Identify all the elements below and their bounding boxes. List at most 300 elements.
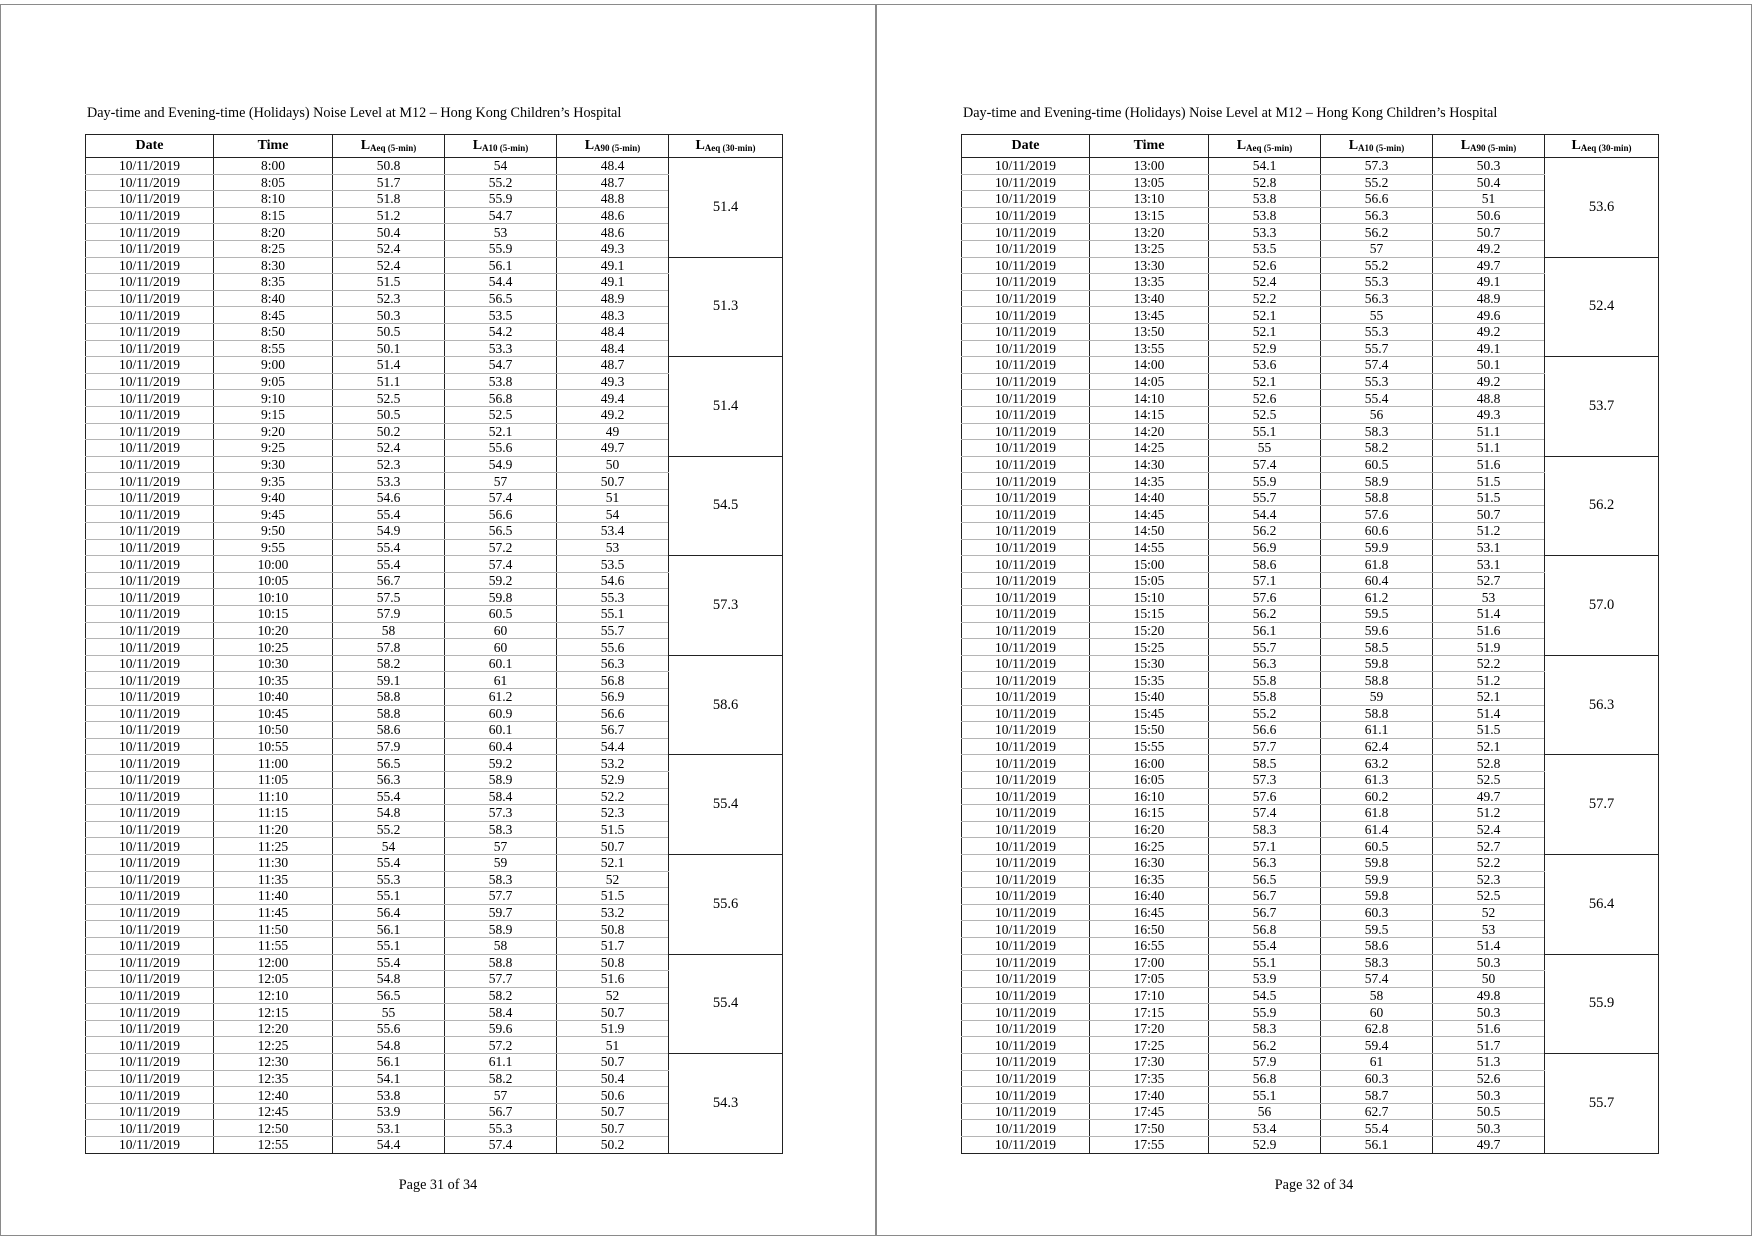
cell-time: 15:25 bbox=[1090, 639, 1209, 656]
cell-la90: 50.1 bbox=[1433, 357, 1545, 374]
cell-laeq: 50.8 bbox=[333, 158, 445, 175]
cell-date: 10/11/2019 bbox=[86, 672, 214, 689]
cell-date: 10/11/2019 bbox=[962, 572, 1090, 589]
cell-time: 9:10 bbox=[214, 390, 333, 407]
cell-time: 9:00 bbox=[214, 357, 333, 374]
cell-laeq: 55.9 bbox=[1209, 473, 1321, 490]
cell-time: 13:45 bbox=[1090, 307, 1209, 324]
cell-la90: 48.8 bbox=[1433, 390, 1545, 407]
cell-time: 10:20 bbox=[214, 622, 333, 639]
cell-laeq: 53.5 bbox=[1209, 240, 1321, 257]
cell-laeq: 55 bbox=[333, 1004, 445, 1021]
cell-laeq: 56.7 bbox=[1209, 888, 1321, 905]
cell-laeq-30min: 52.4 bbox=[1545, 257, 1659, 357]
cell-la90: 50.7 bbox=[557, 838, 669, 855]
cell-la10: 58.7 bbox=[1321, 1087, 1433, 1104]
table-row bbox=[962, 158, 1659, 175]
cell-time: 9:50 bbox=[214, 523, 333, 540]
header-laeq-30min-main: L bbox=[695, 138, 705, 153]
cell-la10: 58.2 bbox=[445, 1070, 557, 1087]
cell-laeq: 57.9 bbox=[333, 606, 445, 623]
cell-time: 13:15 bbox=[1090, 207, 1209, 224]
cell-la90: 52.3 bbox=[1433, 871, 1545, 888]
cell-time: 10:55 bbox=[214, 738, 333, 755]
cell-time: 9:15 bbox=[214, 406, 333, 423]
cell-laeq: 55.4 bbox=[333, 954, 445, 971]
cell-la10: 60.5 bbox=[1321, 456, 1433, 473]
cell-date: 10/11/2019 bbox=[86, 771, 214, 788]
cell-la90: 49.3 bbox=[557, 373, 669, 390]
cell-time: 16:45 bbox=[1090, 904, 1209, 921]
cell-time: 9:55 bbox=[214, 539, 333, 556]
cell-time: 17:20 bbox=[1090, 1020, 1209, 1037]
cell-laeq: 50.4 bbox=[333, 224, 445, 241]
cell-laeq: 57.5 bbox=[333, 589, 445, 606]
cell-date: 10/11/2019 bbox=[86, 639, 214, 656]
table-header-row bbox=[962, 135, 1659, 158]
cell-date: 10/11/2019 bbox=[962, 373, 1090, 390]
cell-la10: 58.9 bbox=[1321, 473, 1433, 490]
cell-date: 10/11/2019 bbox=[962, 771, 1090, 788]
cell-date: 10/11/2019 bbox=[86, 622, 214, 639]
cell-laeq: 53.4 bbox=[1209, 1120, 1321, 1137]
cell-time: 8:20 bbox=[214, 224, 333, 241]
table-row bbox=[962, 456, 1659, 473]
cell-laeq: 52.9 bbox=[1209, 1137, 1321, 1154]
cell-la10: 60.1 bbox=[445, 722, 557, 739]
header-la10-5min bbox=[445, 135, 557, 158]
cell-la10: 55 bbox=[1321, 307, 1433, 324]
cell-date: 10/11/2019 bbox=[962, 1087, 1090, 1104]
cell-la90: 51 bbox=[1433, 191, 1545, 208]
cell-laeq: 58.8 bbox=[333, 705, 445, 722]
cell-la90: 49.8 bbox=[1433, 987, 1545, 1004]
cell-laeq: 54.9 bbox=[333, 523, 445, 540]
cell-la90: 50.4 bbox=[1433, 174, 1545, 191]
cell-laeq: 58 bbox=[333, 622, 445, 639]
cell-la90: 49.7 bbox=[1433, 1137, 1545, 1154]
cell-date: 10/11/2019 bbox=[86, 174, 214, 191]
cell-la10: 59.9 bbox=[1321, 539, 1433, 556]
cell-laeq: 58.5 bbox=[1209, 755, 1321, 772]
cell-la90: 56.7 bbox=[557, 722, 669, 739]
cell-la10: 59.8 bbox=[1321, 854, 1433, 871]
cell-date: 10/11/2019 bbox=[86, 722, 214, 739]
cell-la10: 60.9 bbox=[445, 705, 557, 722]
cell-time: 14:10 bbox=[1090, 390, 1209, 407]
cell-laeq: 55.1 bbox=[1209, 954, 1321, 971]
cell-date: 10/11/2019 bbox=[962, 821, 1090, 838]
cell-la10: 58.3 bbox=[445, 821, 557, 838]
cell-laeq-30min: 54.5 bbox=[669, 456, 783, 556]
cell-date: 10/11/2019 bbox=[86, 307, 214, 324]
cell-la10: 59.6 bbox=[445, 1020, 557, 1037]
cell-la90: 50 bbox=[557, 456, 669, 473]
cell-date: 10/11/2019 bbox=[86, 738, 214, 755]
cell-date: 10/11/2019 bbox=[962, 307, 1090, 324]
cell-la10: 55.2 bbox=[1321, 174, 1433, 191]
table-row bbox=[962, 556, 1659, 573]
cell-date: 10/11/2019 bbox=[962, 456, 1090, 473]
cell-laeq-30min: 53.7 bbox=[1545, 357, 1659, 457]
cell-time: 9:05 bbox=[214, 373, 333, 390]
cell-laeq: 52.1 bbox=[1209, 373, 1321, 390]
cell-date: 10/11/2019 bbox=[86, 589, 214, 606]
cell-laeq: 52.4 bbox=[333, 240, 445, 257]
cell-laeq: 55.4 bbox=[333, 788, 445, 805]
cell-time: 12:05 bbox=[214, 971, 333, 988]
cell-laeq: 55.4 bbox=[1209, 937, 1321, 954]
cell-la10: 55.3 bbox=[445, 1120, 557, 1137]
cell-laeq: 58.2 bbox=[333, 655, 445, 672]
cell-la10: 55.6 bbox=[445, 440, 557, 457]
cell-la10: 57.3 bbox=[445, 805, 557, 822]
header-la90-5min bbox=[557, 135, 669, 158]
cell-date: 10/11/2019 bbox=[962, 954, 1090, 971]
cell-la90: 51.2 bbox=[1433, 805, 1545, 822]
cell-laeq: 56.5 bbox=[333, 755, 445, 772]
cell-date: 10/11/2019 bbox=[86, 705, 214, 722]
cell-laeq: 54 bbox=[333, 838, 445, 855]
cell-laeq-30min: 55.7 bbox=[1545, 1054, 1659, 1154]
cell-la90: 48.7 bbox=[557, 174, 669, 191]
cell-date: 10/11/2019 bbox=[962, 191, 1090, 208]
cell-la10: 56.6 bbox=[445, 506, 557, 523]
cell-date: 10/11/2019 bbox=[86, 606, 214, 623]
header-la90-5min bbox=[1433, 135, 1545, 158]
page-title: Day-time and Evening-time (Holidays) Noise Level at M12 – Hong Kong Children’s Hospital bbox=[87, 105, 622, 121]
cell-date: 10/11/2019 bbox=[86, 1054, 214, 1071]
cell-time: 13:00 bbox=[1090, 158, 1209, 175]
cell-laeq-30min: 58.6 bbox=[669, 655, 783, 755]
cell-la10: 62.4 bbox=[1321, 738, 1433, 755]
cell-la90: 49.2 bbox=[1433, 323, 1545, 340]
cell-time: 15:15 bbox=[1090, 606, 1209, 623]
cell-laeq: 55.6 bbox=[333, 1020, 445, 1037]
cell-time: 10:15 bbox=[214, 606, 333, 623]
cell-la90: 51.5 bbox=[1433, 489, 1545, 506]
cell-date: 10/11/2019 bbox=[962, 1020, 1090, 1037]
table-row bbox=[962, 357, 1659, 374]
cell-laeq: 56.2 bbox=[1209, 606, 1321, 623]
cell-la90: 52.2 bbox=[1433, 655, 1545, 672]
cell-date: 10/11/2019 bbox=[86, 1137, 214, 1154]
cell-la10: 60.2 bbox=[1321, 788, 1433, 805]
cell-time: 11:15 bbox=[214, 805, 333, 822]
cell-date: 10/11/2019 bbox=[86, 921, 214, 938]
cell-time: 10:40 bbox=[214, 689, 333, 706]
cell-time: 10:30 bbox=[214, 655, 333, 672]
cell-la10: 60.4 bbox=[1321, 572, 1433, 589]
cell-laeq: 55.9 bbox=[1209, 1004, 1321, 1021]
cell-la10: 59.8 bbox=[445, 589, 557, 606]
cell-laeq: 56.1 bbox=[333, 921, 445, 938]
cell-laeq: 52.9 bbox=[1209, 340, 1321, 357]
cell-la90: 53.1 bbox=[1433, 556, 1545, 573]
cell-la10: 54 bbox=[445, 158, 557, 175]
cell-time: 14:35 bbox=[1090, 473, 1209, 490]
cell-la10: 62.7 bbox=[1321, 1103, 1433, 1120]
cell-time: 10:50 bbox=[214, 722, 333, 739]
cell-la10: 60.1 bbox=[445, 655, 557, 672]
cell-date: 10/11/2019 bbox=[86, 904, 214, 921]
cell-laeq: 52.6 bbox=[1209, 257, 1321, 274]
cell-la10: 57 bbox=[445, 1087, 557, 1104]
cell-date: 10/11/2019 bbox=[962, 523, 1090, 540]
table-header-row bbox=[86, 135, 783, 158]
cell-la10: 53.3 bbox=[445, 340, 557, 357]
cell-time: 11:20 bbox=[214, 821, 333, 838]
cell-date: 10/11/2019 bbox=[962, 904, 1090, 921]
cell-time: 13:25 bbox=[1090, 240, 1209, 257]
cell-la10: 57.4 bbox=[445, 556, 557, 573]
cell-la90: 51.6 bbox=[1433, 622, 1545, 639]
cell-laeq: 55.7 bbox=[1209, 639, 1321, 656]
cell-date: 10/11/2019 bbox=[962, 854, 1090, 871]
cell-la90: 49.1 bbox=[1433, 274, 1545, 291]
cell-laeq: 57.6 bbox=[1209, 589, 1321, 606]
cell-la90: 52 bbox=[557, 987, 669, 1004]
cell-date: 10/11/2019 bbox=[962, 788, 1090, 805]
cell-time: 14:05 bbox=[1090, 373, 1209, 390]
cell-time: 16:30 bbox=[1090, 854, 1209, 871]
cell-date: 10/11/2019 bbox=[86, 207, 214, 224]
cell-time: 8:35 bbox=[214, 274, 333, 291]
cell-date: 10/11/2019 bbox=[962, 556, 1090, 573]
cell-la10: 61.3 bbox=[1321, 771, 1433, 788]
cell-la90: 51.9 bbox=[1433, 639, 1545, 656]
cell-time: 9:45 bbox=[214, 506, 333, 523]
cell-la10: 55.2 bbox=[445, 174, 557, 191]
cell-la90: 52.2 bbox=[557, 788, 669, 805]
cell-date: 10/11/2019 bbox=[962, 539, 1090, 556]
cell-laeq-30min: 57.3 bbox=[669, 556, 783, 656]
cell-laeq: 57.6 bbox=[1209, 788, 1321, 805]
cell-laeq: 50.2 bbox=[333, 423, 445, 440]
cell-laeq: 55.4 bbox=[333, 539, 445, 556]
cell-time: 14:25 bbox=[1090, 440, 1209, 457]
cell-time: 8:00 bbox=[214, 158, 333, 175]
cell-time: 11:25 bbox=[214, 838, 333, 855]
table-row bbox=[962, 755, 1659, 772]
cell-la90: 51.5 bbox=[557, 888, 669, 905]
cell-date: 10/11/2019 bbox=[962, 606, 1090, 623]
cell-time: 10:35 bbox=[214, 672, 333, 689]
cell-la10: 58.3 bbox=[1321, 423, 1433, 440]
cell-la90: 49.2 bbox=[557, 406, 669, 423]
document-page-32 bbox=[876, 4, 1752, 1236]
cell-la90: 50.4 bbox=[557, 1070, 669, 1087]
cell-time: 15:00 bbox=[1090, 556, 1209, 573]
cell-date: 10/11/2019 bbox=[86, 257, 214, 274]
cell-time: 10:25 bbox=[214, 639, 333, 656]
cell-time: 12:15 bbox=[214, 1004, 333, 1021]
cell-la90: 51.1 bbox=[1433, 440, 1545, 457]
cell-time: 8:05 bbox=[214, 174, 333, 191]
header-date: Date bbox=[962, 135, 1090, 158]
cell-laeq: 53.1 bbox=[333, 1120, 445, 1137]
cell-laeq: 57.3 bbox=[1209, 771, 1321, 788]
cell-laeq: 55.4 bbox=[333, 556, 445, 573]
cell-la90: 52.6 bbox=[1433, 1070, 1545, 1087]
cell-laeq: 53.8 bbox=[1209, 207, 1321, 224]
noise-level-table bbox=[85, 134, 783, 1154]
cell-la10: 59.7 bbox=[445, 904, 557, 921]
cell-date: 10/11/2019 bbox=[962, 705, 1090, 722]
cell-date: 10/11/2019 bbox=[86, 572, 214, 589]
cell-laeq-30min: 51.3 bbox=[669, 257, 783, 357]
cell-time: 13:10 bbox=[1090, 191, 1209, 208]
cell-la10: 58.5 bbox=[1321, 639, 1433, 656]
page-title: Day-time and Evening-time (Holidays) Noise Level at M12 – Hong Kong Children’s Hospital bbox=[963, 105, 1498, 121]
cell-date: 10/11/2019 bbox=[86, 556, 214, 573]
header-la10-5min bbox=[1321, 135, 1433, 158]
table-row bbox=[86, 257, 783, 274]
cell-laeq-30min: 57.7 bbox=[1545, 755, 1659, 855]
cell-time: 16:35 bbox=[1090, 871, 1209, 888]
cell-date: 10/11/2019 bbox=[86, 1087, 214, 1104]
noise-level-table bbox=[961, 134, 1659, 1154]
cell-la10: 58.8 bbox=[1321, 672, 1433, 689]
cell-date: 10/11/2019 bbox=[962, 971, 1090, 988]
cell-la10: 55.4 bbox=[1321, 390, 1433, 407]
cell-date: 10/11/2019 bbox=[86, 473, 214, 490]
cell-time: 17:10 bbox=[1090, 987, 1209, 1004]
cell-date: 10/11/2019 bbox=[86, 489, 214, 506]
cell-la10: 58.9 bbox=[445, 771, 557, 788]
header-la10-5min-main: L bbox=[472, 138, 483, 153]
cell-laeq: 56.7 bbox=[333, 572, 445, 589]
cell-la90: 49.7 bbox=[1433, 788, 1545, 805]
cell-time: 8:15 bbox=[214, 207, 333, 224]
cell-time: 11:30 bbox=[214, 854, 333, 871]
cell-date: 10/11/2019 bbox=[86, 240, 214, 257]
cell-la90: 52.1 bbox=[557, 854, 669, 871]
cell-date: 10/11/2019 bbox=[962, 689, 1090, 706]
cell-la10: 58.8 bbox=[1321, 705, 1433, 722]
cell-la90: 51.2 bbox=[1433, 523, 1545, 540]
cell-la90: 53.5 bbox=[557, 556, 669, 573]
cell-la10: 56 bbox=[1321, 406, 1433, 423]
cell-la10: 57.6 bbox=[1321, 506, 1433, 523]
cell-la90: 50.3 bbox=[1433, 1087, 1545, 1104]
cell-laeq: 55.4 bbox=[333, 854, 445, 871]
cell-la10: 57.4 bbox=[445, 489, 557, 506]
cell-la90: 51.7 bbox=[1433, 1037, 1545, 1054]
cell-date: 10/11/2019 bbox=[962, 937, 1090, 954]
cell-laeq: 52.4 bbox=[1209, 274, 1321, 291]
cell-laeq: 55 bbox=[1209, 440, 1321, 457]
cell-time: 13:05 bbox=[1090, 174, 1209, 191]
cell-time: 17:50 bbox=[1090, 1120, 1209, 1137]
cell-la10: 58.6 bbox=[1321, 937, 1433, 954]
cell-la90: 51.5 bbox=[557, 821, 669, 838]
cell-time: 8:55 bbox=[214, 340, 333, 357]
cell-la10: 56.1 bbox=[445, 257, 557, 274]
cell-la90: 54 bbox=[557, 506, 669, 523]
cell-time: 16:50 bbox=[1090, 921, 1209, 938]
cell-date: 10/11/2019 bbox=[962, 805, 1090, 822]
cell-laeq: 56.6 bbox=[1209, 722, 1321, 739]
cell-date: 10/11/2019 bbox=[962, 340, 1090, 357]
cell-la10: 60.5 bbox=[1321, 838, 1433, 855]
cell-la10: 60.5 bbox=[445, 606, 557, 623]
cell-la10: 60.6 bbox=[1321, 523, 1433, 540]
cell-laeq: 55.1 bbox=[1209, 1087, 1321, 1104]
cell-la90: 51.4 bbox=[1433, 937, 1545, 954]
cell-laeq-30min: 55.4 bbox=[669, 954, 783, 1054]
cell-laeq: 58.3 bbox=[1209, 821, 1321, 838]
cell-la10: 55.9 bbox=[445, 191, 557, 208]
cell-date: 10/11/2019 bbox=[86, 224, 214, 241]
cell-la90: 49.7 bbox=[557, 440, 669, 457]
cell-date: 10/11/2019 bbox=[962, 158, 1090, 175]
header-laeq-5min bbox=[1209, 135, 1321, 158]
cell-la10: 53 bbox=[445, 224, 557, 241]
cell-laeq: 53.9 bbox=[1209, 971, 1321, 988]
cell-la90: 52.5 bbox=[1433, 771, 1545, 788]
cell-laeq: 56.2 bbox=[1209, 523, 1321, 540]
cell-date: 10/11/2019 bbox=[86, 937, 214, 954]
cell-la90: 53.2 bbox=[557, 904, 669, 921]
cell-la10: 58.3 bbox=[1321, 954, 1433, 971]
cell-time: 8:25 bbox=[214, 240, 333, 257]
cell-la90: 50.5 bbox=[1433, 1103, 1545, 1120]
cell-laeq-30min: 54.3 bbox=[669, 1054, 783, 1154]
cell-la10: 54.4 bbox=[445, 274, 557, 291]
cell-date: 10/11/2019 bbox=[962, 1004, 1090, 1021]
cell-time: 11:40 bbox=[214, 888, 333, 905]
cell-date: 10/11/2019 bbox=[962, 589, 1090, 606]
cell-time: 12:35 bbox=[214, 1070, 333, 1087]
cell-la10: 59.2 bbox=[445, 755, 557, 772]
cell-la10: 57.3 bbox=[1321, 158, 1433, 175]
cell-la10: 59 bbox=[1321, 689, 1433, 706]
cell-laeq: 52.5 bbox=[333, 390, 445, 407]
cell-la10: 56.7 bbox=[445, 1103, 557, 1120]
cell-time: 11:35 bbox=[214, 871, 333, 888]
cell-la90: 51 bbox=[557, 489, 669, 506]
header-laeq-5min-main: L bbox=[360, 138, 371, 153]
header-laeq-5min bbox=[333, 135, 445, 158]
cell-date: 10/11/2019 bbox=[86, 1070, 214, 1087]
cell-la90: 51.6 bbox=[1433, 456, 1545, 473]
cell-time: 17:00 bbox=[1090, 954, 1209, 971]
cell-la10: 56.5 bbox=[445, 290, 557, 307]
cell-la90: 52.5 bbox=[1433, 888, 1545, 905]
cell-la90: 53.4 bbox=[557, 523, 669, 540]
cell-laeq: 56.2 bbox=[1209, 1037, 1321, 1054]
cell-laeq: 53.9 bbox=[333, 1103, 445, 1120]
cell-time: 12:10 bbox=[214, 987, 333, 1004]
cell-la10: 59.5 bbox=[1321, 606, 1433, 623]
cell-date: 10/11/2019 bbox=[962, 1037, 1090, 1054]
cell-la10: 57 bbox=[1321, 240, 1433, 257]
cell-la90: 50.7 bbox=[557, 1004, 669, 1021]
cell-laeq: 59.1 bbox=[333, 672, 445, 689]
table-row bbox=[86, 456, 783, 473]
table-row bbox=[962, 854, 1659, 871]
cell-date: 10/11/2019 bbox=[962, 506, 1090, 523]
cell-la10: 60.4 bbox=[445, 738, 557, 755]
table-row bbox=[86, 954, 783, 971]
cell-laeq: 50.1 bbox=[333, 340, 445, 357]
cell-la90: 50.8 bbox=[557, 954, 669, 971]
cell-time: 11:00 bbox=[214, 755, 333, 772]
cell-laeq: 55.3 bbox=[333, 871, 445, 888]
header-la90-5min-sub: A90 (5-min) bbox=[1470, 143, 1517, 153]
cell-la10: 61.8 bbox=[1321, 805, 1433, 822]
